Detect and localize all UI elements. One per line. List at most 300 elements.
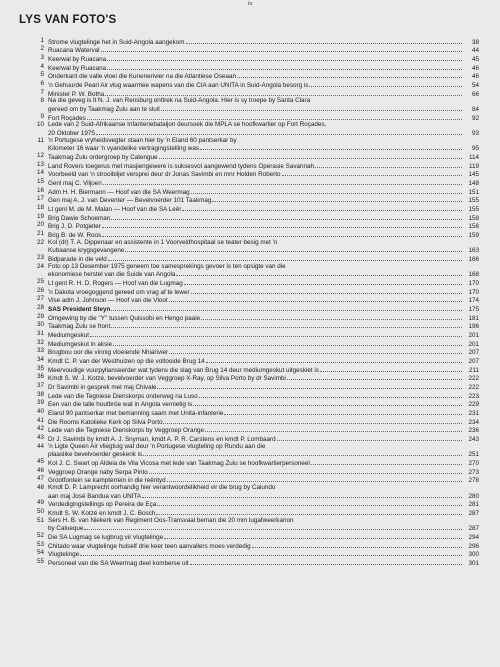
entry-caption: [48, 518, 463, 533]
dot-leader: [111, 305, 462, 311]
entry-page-number: 181: [468, 314, 479, 322]
entry-caption: [48, 340, 463, 349]
dot-leader: [143, 450, 462, 456]
entry-caption: [48, 559, 463, 568]
list-item: [29, 322, 479, 331]
dot-leader: [105, 90, 462, 96]
dot-leader: [102, 222, 462, 228]
entry-last-line: [48, 418, 463, 427]
entry-caption: [48, 383, 463, 392]
entry-last-line: [48, 55, 463, 64]
dot-leader: [282, 170, 462, 176]
entry-number: 28: [36, 304, 44, 311]
entry-last-line: [48, 392, 463, 401]
entry-last-line: [48, 409, 463, 418]
entry-number: 34: [36, 356, 44, 364]
entry-caption: [48, 533, 463, 542]
dot-leader: [149, 468, 462, 474]
list-item: [29, 357, 479, 366]
entry-caption-line: 'n Ligte Queen Air vliegtuig wat deur 'n Portugese vlugteling op Rundu aan die: [48, 442, 266, 450]
entry-caption-line: Strome vlugtelinge het in Suid-Angola aangekom: [48, 38, 185, 46]
entry-number: 33: [36, 347, 44, 355]
entry-page-number: 201: [468, 340, 479, 348]
dot-leader: [193, 400, 462, 406]
list-item: [29, 98, 479, 113]
dot-leader: [90, 331, 462, 337]
entry-caption-line: aan maj José Bandua van UNITA: [48, 492, 141, 500]
entry-caption-line: Lede van die Tegniese Dienskorps by Veggroep Orange: [48, 427, 205, 435]
entry-page-number: 300: [468, 551, 479, 559]
entry-caption: [48, 55, 463, 64]
entry-page-number: 243: [468, 436, 479, 444]
entry-number: 4: [40, 62, 44, 70]
entry-number: 47: [36, 475, 44, 483]
entry-caption: [48, 357, 463, 366]
photo-list: [29, 38, 479, 568]
entry-page-number: 166: [468, 255, 479, 263]
list-item: [29, 170, 479, 179]
entry-page-number: 174: [468, 297, 479, 305]
entry-page-number: 229: [468, 401, 479, 409]
entry-page-number: 46: [471, 64, 479, 72]
entry-number: 18: [36, 203, 44, 211]
entry-number: 19: [36, 212, 44, 220]
entry-caption-line: 'n Gehuurde Pearl Air vlug waarmee wapens van die CIA aan UNITA in Suid-Angola besorg is: [48, 81, 309, 89]
entry-caption-line: Taakmag Zulu ordergroep by Catengue: [48, 153, 158, 161]
entry-caption: [48, 322, 463, 331]
entry-last-line: [48, 270, 463, 279]
entry-number: 8: [40, 97, 44, 105]
entry-caption-line: Eland 90 pantserkar met bemanning saam met Unita-infanterie: [48, 410, 224, 418]
entry-page-number: 301: [468, 560, 479, 568]
dot-leader: [107, 55, 462, 61]
dot-leader: [107, 64, 462, 70]
entry-page-number: 93: [471, 129, 479, 137]
entry-number: 10: [36, 121, 44, 129]
entry-caption-line: by Calueque: [48, 525, 84, 533]
list-item: [29, 340, 479, 349]
entry-caption: [48, 196, 463, 205]
entry-last-line: [48, 374, 463, 383]
entry-caption-line: Meervoudige vuurpyllanseerder wat tydens die slag van Brug 14 deur mediumgeskut uitgeskiet is: [48, 366, 319, 374]
entry-caption-line: 'n Portugese vryheidsvegter staan hier by 'n Eland 60 pantserkar by: [48, 136, 237, 144]
entry-caption: [48, 426, 463, 435]
dot-leader: [200, 144, 462, 150]
entry-number: 13: [36, 160, 44, 168]
entry-caption-line: Kmdt S. W. Kotzé en kmdt J. C. Bosch: [48, 510, 156, 518]
entry-page-number: 84: [471, 105, 479, 113]
entry-caption: [48, 72, 463, 81]
dot-leader: [201, 314, 462, 320]
entry-caption-line: Lt genl R. H. D. Rogers — Hoof van die Lugmag: [48, 279, 183, 287]
entry-number: 25: [36, 277, 44, 285]
dot-leader: [191, 188, 462, 194]
entry-last-line: [48, 348, 463, 357]
entry-caption: [48, 288, 463, 297]
list-item: [29, 550, 479, 559]
entry-last-line: [48, 144, 463, 153]
list-item: [29, 559, 479, 568]
entry-last-line: [48, 46, 463, 55]
list-item: [29, 264, 479, 279]
dot-leader: [163, 418, 462, 424]
entry-page-number: 92: [471, 114, 479, 122]
entry-caption-line: Brig J. D. Potgieter: [48, 223, 101, 231]
entry-page-number: 95: [471, 145, 479, 153]
entry-page-number: 287: [468, 525, 479, 533]
dot-leader: [108, 255, 462, 261]
entry-page-number: 151: [468, 188, 479, 196]
entry-last-line: [48, 314, 463, 323]
entry-caption: [48, 214, 463, 223]
dot-leader: [80, 550, 462, 556]
entry-last-line: [48, 524, 463, 533]
list-item: [29, 485, 479, 500]
entry-last-line: [48, 492, 463, 501]
entry-caption-line: Dr J. Savimbi by kmdt A. J. Snyman, kmdt A. P. R. Carstens en kmdt P. Lombaard: [48, 436, 276, 444]
page-title: LYS VAN FOTO'S: [19, 14, 117, 26]
entry-page-number: 38: [471, 38, 479, 46]
entry-caption-line: Brig B. de W. Roos: [48, 231, 102, 239]
dot-leader: [191, 288, 462, 294]
entry-page-number: 201: [468, 332, 479, 340]
entry-caption-line: Mediumgeskut: [48, 332, 89, 340]
dot-leader: [212, 196, 462, 202]
entry-number: 36: [36, 373, 44, 381]
entry-number: 9: [40, 112, 44, 120]
entry-last-line: [48, 450, 463, 459]
entry-page-number: 114: [468, 153, 479, 161]
entry-last-line: [48, 81, 463, 90]
entry-number: 38: [36, 390, 44, 398]
entry-page-number: 281: [468, 501, 479, 509]
dot-leader: [96, 129, 462, 135]
entry-caption: [48, 305, 463, 314]
entry-number: 27: [36, 295, 44, 303]
list-item: [29, 444, 479, 459]
list-item: [29, 331, 479, 340]
entry-caption: [48, 418, 463, 427]
entry-page-number: 196: [468, 323, 479, 331]
list-item: [29, 418, 479, 427]
entry-caption-line: Genl maj C. Viljoen: [48, 179, 102, 187]
entry-caption: [48, 485, 463, 500]
list-item: [29, 459, 479, 468]
entry-page-number: 251: [468, 451, 479, 459]
entry-caption: [48, 374, 463, 383]
entry-page-number: 170: [468, 288, 479, 296]
entry-caption: [48, 98, 463, 113]
dot-leader: [142, 492, 462, 498]
entry-page-number: 46: [471, 73, 479, 81]
entry-caption-line: Minister P. W. Botha: [48, 90, 105, 98]
entry-page-number: 155: [468, 205, 479, 213]
dot-leader: [111, 214, 462, 220]
entry-caption-line: Kmdt C. P. van der Westhuizen op die voltooide Brug 14: [48, 358, 205, 366]
list-item: [29, 240, 479, 255]
entry-page-number: 45: [471, 55, 479, 63]
dot-leader: [237, 72, 462, 78]
entry-caption: [48, 205, 463, 214]
entry-number: 20: [36, 221, 44, 229]
entry-last-line: [48, 542, 463, 551]
dot-leader: [161, 105, 462, 111]
list-item: [29, 81, 479, 90]
dot-leader: [169, 296, 462, 302]
entry-caption-line: Ruacana Waterval: [48, 47, 100, 55]
entry-number: 39: [36, 399, 44, 407]
entry-number: 5: [40, 71, 44, 79]
entry-last-line: [48, 222, 463, 231]
entry-number: 2: [40, 45, 44, 53]
entry-number: 48: [36, 484, 44, 492]
entry-page-number: 175: [468, 306, 479, 313]
list-item: [29, 46, 479, 55]
entry-caption-line: Keerwal by Ruacana: [48, 55, 107, 63]
entry-last-line: [48, 162, 463, 171]
entry-page-number: 158: [468, 223, 479, 231]
entry-page-number: 54: [471, 81, 479, 89]
entry-caption-line: Veggroep Orange naby Serpa Pinto: [48, 468, 148, 476]
entry-number: 37: [36, 382, 44, 390]
dot-leader: [157, 383, 462, 389]
list-item: [29, 214, 479, 223]
dot-leader: [113, 340, 462, 346]
entry-last-line: [48, 400, 463, 409]
entry-number: 50: [36, 508, 44, 516]
entry-number: 54: [36, 549, 44, 557]
entry-page-number: 236: [468, 427, 479, 435]
entry-caption: [48, 64, 463, 73]
dot-leader: [111, 322, 462, 328]
entry-caption: [48, 542, 463, 551]
list-item: [29, 72, 479, 81]
entry-page-number: 231: [468, 410, 479, 418]
entry-caption: [48, 550, 463, 559]
entry-page-number: 287: [468, 510, 479, 518]
entry-caption: [48, 331, 463, 340]
entry-caption-line: Brugbou oor die vinnig vloeiende Nhiarivier: [48, 349, 169, 357]
entry-caption-line: plaaslike bevelvoerder geskenk is: [48, 451, 143, 459]
entry-number: 15: [36, 177, 44, 185]
entry-caption-line: SAS President Steyn: [48, 306, 111, 313]
entry-number: 14: [36, 169, 44, 177]
list-item: [29, 188, 479, 197]
dot-leader: [186, 38, 462, 44]
entry-last-line: [48, 305, 463, 314]
entry-page-number: 294: [468, 534, 479, 542]
entry-page-number: 207: [468, 358, 479, 366]
entry-caption: [48, 170, 463, 179]
entry-last-line: [48, 288, 463, 297]
entry-caption-line: gereed om by Taakmag Zulu aan te sluit: [48, 105, 160, 113]
entry-caption-line: Onderkant die valle vloei die Kunenerivier na die Atlantiese Oseaan: [48, 73, 236, 81]
dot-leader: [167, 476, 462, 482]
entry-caption-line: Land Rovers toegerus met masjiengewere is suksesvol aangewend tydens Operasie Savannah: [48, 162, 315, 170]
entry-caption-line: Omgewing by die ''Y'' tussen Quissobi en Hengo paaie: [48, 314, 201, 322]
entry-number: 17: [36, 195, 44, 203]
dot-leader: [169, 348, 462, 354]
dot-leader: [182, 205, 462, 211]
entry-page-number: 207: [468, 349, 479, 357]
entry-caption-line: 'n Dakota vroegoggend gereed om vrag af te lewer: [48, 288, 190, 296]
list-item: [29, 222, 479, 231]
list-item: [29, 383, 479, 392]
entry-caption-line: Lede van 2 Suid-Afrikaanse Infanteriebataljon deursoek die MPLA se hoofkwartier op Fort Roçades,: [48, 121, 327, 129]
entry-page-number: 223: [468, 392, 479, 400]
dot-leader: [311, 459, 462, 465]
entry-caption-line: Verdedigingstellings op Pereira de Eça: [48, 501, 157, 509]
list-item: [29, 366, 479, 375]
entry-caption: [48, 500, 463, 509]
dot-leader: [156, 509, 462, 515]
entry-number: 42: [36, 425, 44, 433]
entry-number: 6: [40, 79, 44, 87]
entry-caption-line: 20 Oktober 1975: [48, 129, 95, 137]
entry-page-number: 278: [468, 477, 479, 485]
entry-number: 51: [36, 516, 44, 524]
list-item: [29, 196, 479, 205]
entry-last-line: [48, 246, 463, 255]
entry-last-line: [48, 357, 463, 366]
entry-page-number: 170: [468, 279, 479, 287]
entry-number: 40: [36, 408, 44, 416]
entry-number: 30: [36, 321, 44, 329]
dot-leader: [159, 153, 462, 159]
list-item: [29, 518, 479, 533]
entry-last-line: [48, 322, 463, 331]
entry-caption: [48, 444, 463, 459]
entry-caption-line: Een van die talle houtbrûe wat in Angola vernietig is: [48, 401, 193, 409]
dot-leader: [224, 409, 462, 415]
entry-last-line: [48, 196, 463, 205]
entry-caption-line: Adm H. H. Biermann — Hoof van die SA Weermag: [48, 188, 190, 196]
list-item: [29, 314, 479, 323]
entry-caption-line: Bidparade in die veld: [48, 255, 107, 263]
entry-caption: [48, 348, 463, 357]
entry-last-line: [48, 383, 463, 392]
entry-last-line: [48, 214, 463, 223]
list-item: [29, 122, 479, 137]
list-item: [29, 55, 479, 64]
entry-page-number: 234: [468, 418, 479, 426]
list-item: [29, 64, 479, 73]
entry-caption-line: Kmdt D. P. Lamprecht oorhandig hier verantwoordelikheid vir die brug by Caiundo: [48, 484, 276, 492]
entry-last-line: [48, 550, 463, 559]
entry-caption-line: Sers H. B. van Niekerk van Regiment Oos-Transvaal beman die 20 mm lugafweerkanon: [48, 516, 294, 524]
entry-caption-line: Gen maj A. J. van Deventer — Bevelvoerder 101 Taakmag: [48, 197, 212, 205]
dot-leader: [206, 357, 462, 363]
entry-last-line: [48, 179, 463, 188]
dot-leader: [184, 279, 462, 285]
entry-last-line: [48, 188, 463, 197]
list-item: [29, 179, 479, 188]
list-item: [29, 400, 479, 409]
entry-number: 52: [36, 532, 44, 540]
dot-leader: [103, 179, 462, 185]
entry-page-number: 158: [468, 214, 479, 222]
entry-page-number: 270: [468, 460, 479, 468]
entry-page-number: 155: [468, 197, 479, 205]
entry-last-line: [48, 500, 463, 509]
entry-caption: [48, 400, 463, 409]
entry-number: 29: [36, 312, 44, 320]
entry-caption: [48, 138, 463, 153]
entry-number: 32: [36, 338, 44, 346]
entry-number: 12: [36, 151, 44, 159]
page-number: ix: [247, 0, 253, 7]
list-item: [29, 279, 479, 288]
entry-caption: [48, 296, 463, 305]
entry-caption: [48, 188, 463, 197]
entry-number: 16: [36, 186, 44, 194]
entry-last-line: [48, 72, 463, 81]
entry-number: 55: [36, 558, 44, 566]
entry-last-line: [48, 468, 463, 477]
dot-leader: [315, 162, 462, 168]
entry-caption: [48, 122, 463, 137]
entry-caption-line: Chitado waar vlugtelinge hulself drie keer teen aanvallers moes verdedig: [48, 542, 251, 550]
entry-page-number: 273: [468, 468, 479, 476]
entry-last-line: [48, 459, 463, 468]
entry-last-line: [48, 559, 463, 568]
entry-last-line: [48, 296, 463, 305]
dot-leader: [101, 46, 462, 52]
entry-caption-line: Na die geveg is lt N. J. van Rensburg onttrek na Suid-Angola. Hier is sy troepe by Santa Clara: [48, 97, 311, 105]
entry-number: 24: [36, 262, 44, 270]
entry-caption-line: Kilometer 16 waar 'n vyandelike vertragingstelling was: [48, 145, 200, 153]
entry-caption: [48, 314, 463, 323]
entry-caption-line: Lt genl M. de M. Malan — Hoof van die SA Leër: [48, 205, 182, 213]
entry-last-line: [48, 205, 463, 214]
entry-caption-line: Kol (dr) T. A. Dippenaar en assistente in 1 Voorveldhospitaal se teater besig met 'n: [48, 238, 278, 246]
entry-caption-line: Dr Savimbi in gesprek met maj Chivale: [48, 384, 157, 392]
list-item: [29, 426, 479, 435]
entry-caption: [48, 222, 463, 231]
list-item: [29, 296, 479, 305]
dot-leader: [320, 366, 462, 372]
dot-leader: [190, 559, 462, 565]
list-item: [29, 138, 479, 153]
list-item: [29, 305, 479, 314]
entry-caption: [48, 392, 463, 401]
entry-caption-line: Kubaanse krygsgevangene: [48, 247, 125, 255]
list-item: [29, 533, 479, 542]
entry-caption-line: Kmdt S. W. J. Kotzé, bevelvoerder van Veggroep X-Ray, op Silva Porto by dr Savimbi: [48, 375, 286, 383]
entry-number: 44: [36, 442, 44, 450]
dot-leader: [125, 246, 462, 252]
entry-page-number: 159: [468, 231, 479, 239]
entry-last-line: [48, 170, 463, 179]
entry-caption-line: Vlugtelinge: [48, 551, 80, 559]
dot-leader: [87, 114, 462, 120]
entry-last-line: [48, 105, 463, 114]
dot-leader: [84, 524, 462, 530]
entry-number: 11: [37, 136, 44, 144]
entry-caption: [48, 366, 463, 375]
entry-number: 43: [36, 434, 44, 442]
dot-leader: [277, 435, 462, 441]
entry-last-line: [48, 38, 463, 47]
entry-caption-line: Kol J. C. Swart op Aldeia de Vila Vicosa met lede van Taakmag Zulu se hoofkwartierpersoneel: [48, 460, 310, 468]
list-item: [29, 205, 479, 214]
dot-leader: [164, 533, 462, 539]
dot-leader: [102, 231, 462, 237]
dot-leader: [176, 270, 462, 276]
entry-number: 45: [36, 458, 44, 466]
entry-caption: [48, 468, 463, 477]
list-item: [29, 468, 479, 477]
